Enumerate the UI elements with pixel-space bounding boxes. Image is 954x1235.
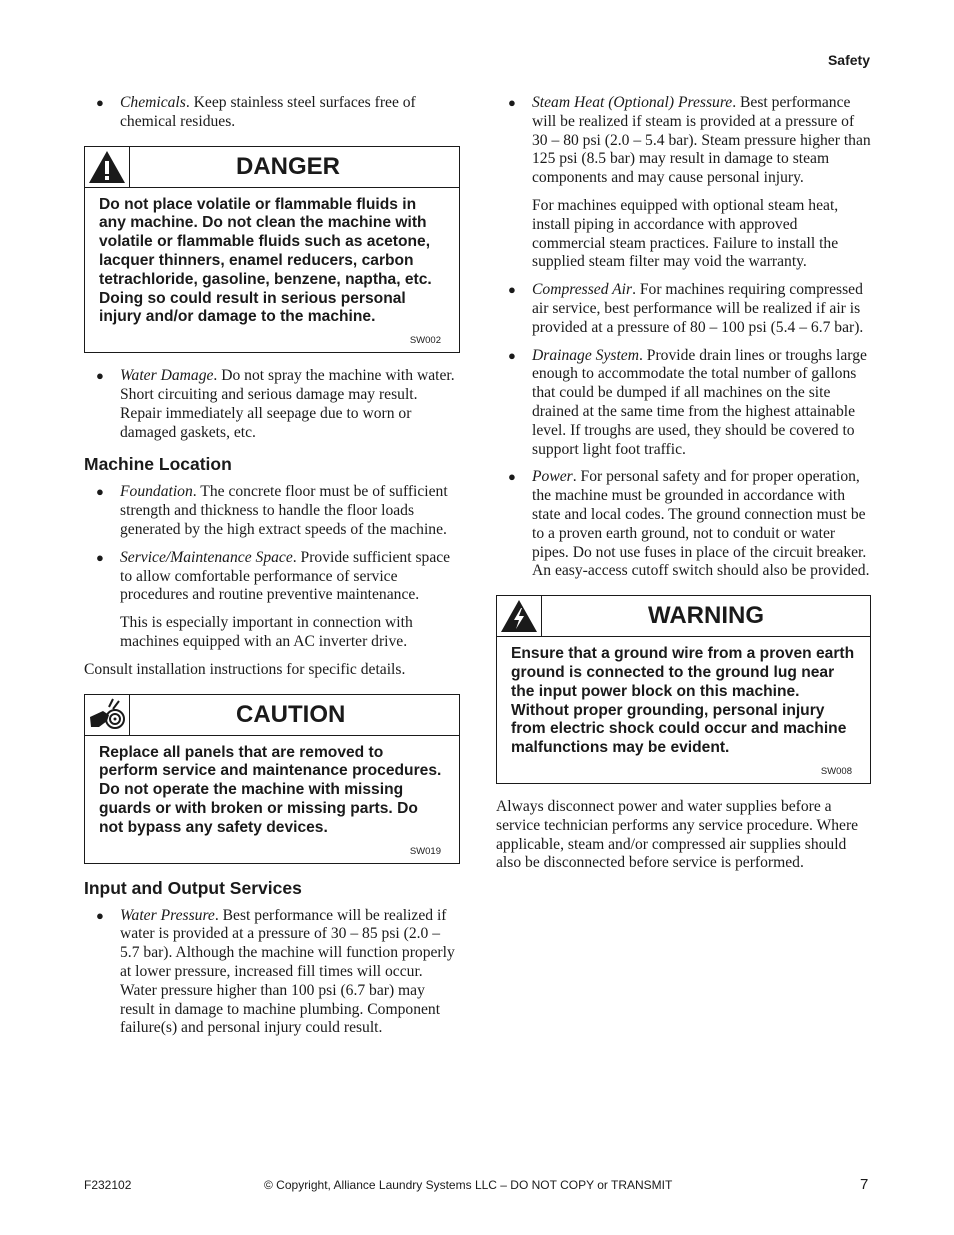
caution-body: Replace all panels that are removed to perform service and maintenance procedures. Do not operate the machine with missing guards or with broken or missing parts. Do not bypass any safety devices. <box>99 743 442 836</box>
warning-box <box>496 595 871 784</box>
bullet-foundation <box>84 483 460 539</box>
bullet-water-pressure <box>84 907 460 1039</box>
bullet-term: Compressed Air <box>532 281 633 299</box>
bullet-text: . Best performance will be realized if water is provided at a pressure of 30 – 85 psi (2.0 – 5.7 bar). Although the machine will function properly at lower pressure, increased fill times will occur. Water pressure higher than 100 psi (6.7 bar) may result in damage to machine plumbing. Component failure(s) and personal injury could result. <box>120 906 455 1037</box>
bullet-steam-heat <box>496 94 871 188</box>
bullet-water-damage <box>84 367 460 442</box>
bullet-power <box>496 468 871 581</box>
warning-body: Ensure that a ground wire from a proven earth ground is connected to the ground lug near the input power block on this machine. Without proper grounding, personal injury from electric shock could occur and machine malfunctions may be evident. <box>511 645 855 757</box>
electric-shock-icon <box>497 596 542 636</box>
warning-title: WARNING <box>648 602 764 630</box>
bullet-term: Water Pressure <box>120 906 215 924</box>
bullet-text: . For personal safety and for proper operation, the machine must be grounded in accordance with state and local codes. The ground connection must be to a proven earth ground, not to conduit or water pipes. Do not use fuses in place of the circuit breaker. An easy-access cutoff switch should also be provided. <box>532 468 870 580</box>
bullet-icon: ● <box>508 95 516 110</box>
footer-copyright: © Copyright, Alliance Laundry Systems LLC – DO NOT COPY or TRANSMIT <box>264 1178 673 1192</box>
consult-paragraph: Consult installation instructions for specific details. <box>84 660 406 678</box>
danger-title: DANGER <box>236 152 341 180</box>
bullet-term: Power <box>532 468 573 486</box>
steam-note: For machines equipped with optional steam heat, install piping in accordance with approved commercial steam practices. Failure to install the supplied steam filter may void the warranty. <box>532 196 839 271</box>
warning-code: SW008 <box>820 765 852 777</box>
bullet-text: . Best performance will be realized if steam is provided at a pressure of 30 – 80 psi (2.0 – 5.4 bar). Steam pressure higher than 125 psi (8.5 bar) may result in damage to steam components and may cause personal injury. <box>532 94 871 187</box>
bullet-icon: ● <box>96 907 104 923</box>
bullet-text: . Provide drain lines or troughs large enough to accommodate the total number of gallons that could be dumped if all machines on the site drained at the same time from the highest attainable level. If troughs are used, they should be covered to support light foot traffic. <box>532 346 867 458</box>
bullet-term: Chemicals <box>120 94 186 111</box>
bullet-text: . Keep stainless steel surfaces free of chemical residues. <box>120 94 416 130</box>
bullet-term: Service/Maintenance Space <box>120 548 293 566</box>
danger-header <box>85 147 459 188</box>
danger-body: Do not place volatile or flammable fluids in any machine. Do not clean the machine with volatile or flammable fluids such as acetone, lacquer thinners, enamel reducers, carbon tetrachloride, gasoline, benzene, naptha, etc. Doing so could result in serious personal injury and/or damage to the machine. <box>99 195 432 326</box>
section-label: Safety <box>827 52 870 68</box>
bullet-term: Water Damage <box>120 367 214 385</box>
service-space-note: This is especially important in connection with machines equipped with an AC inverter drive. <box>120 614 413 650</box>
bullet-text: . For machines requiring compressed air service, best performance will be realized if air is provided at a pressure of 80 – 100 psi (5.4 – 6.7 bar). <box>532 281 864 336</box>
disconnect-paragraph: Always disconnect power and water supplies before a service technician performs any service procedure. Where applicable, steam and/or compressed air supplies should also be disconnected before service is performed. <box>496 797 859 872</box>
heading-input-output-services: Input and Output Services <box>84 877 302 898</box>
bullet-icon: ● <box>508 347 516 363</box>
caution-title: CAUTION <box>236 700 346 728</box>
danger-code: SW002 <box>409 335 441 347</box>
danger-exclamation-icon <box>85 147 130 187</box>
bullet-text: . Provide sufficient space to allow comfortable performance of service procedures and routine preventive maintenance. <box>120 548 451 604</box>
bullet-icon: ● <box>96 95 104 110</box>
bullet-chemicals <box>84 94 460 132</box>
caution-box <box>84 694 460 864</box>
heading-machine-location: Machine Location <box>84 454 232 475</box>
bullet-term: Foundation <box>120 483 193 501</box>
bullet-drainage-system <box>496 347 871 460</box>
footer-doc-id: F232102 <box>84 1178 132 1192</box>
bullet-compressed-air <box>496 281 871 337</box>
bullet-service-space <box>84 549 460 605</box>
bullet-icon: ● <box>96 549 104 565</box>
bullet-icon: ● <box>96 368 104 384</box>
warning-header <box>497 596 870 637</box>
bullet-term: Steam Heat (Optional) Pressure <box>532 94 733 111</box>
footer-page-number: 7 <box>860 1176 869 1193</box>
bullet-text: . The concrete floor must be of sufficient strength and thickness to handle the floor loads generated by the high extract speeds of the machine. <box>120 483 448 538</box>
bullet-term: Drainage System <box>532 346 639 364</box>
right-column <box>496 94 871 882</box>
bullet-icon: ● <box>96 484 104 500</box>
bullet-icon: ● <box>508 469 516 485</box>
caution-header <box>85 695 459 736</box>
bullet-icon: ● <box>508 282 516 298</box>
caution-code: SW019 <box>409 845 441 857</box>
danger-box <box>84 146 460 354</box>
bullet-text: . Do not spray the machine with water. Short circuiting and serious damage may result. Repair immediately all seepage due to worn or damaged gaskets, etc. <box>120 367 455 441</box>
hand-entanglement-icon <box>85 695 130 735</box>
left-column <box>84 94 460 1047</box>
